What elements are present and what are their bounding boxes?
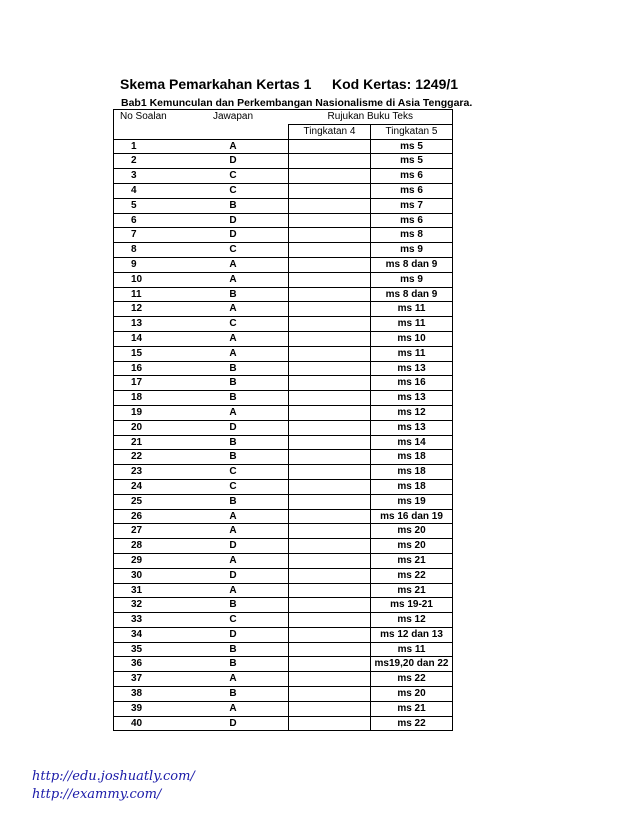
form5-reference-cell: ms 5	[371, 139, 453, 154]
answer-cell: C	[178, 317, 289, 332]
form4-reference-cell	[289, 183, 371, 198]
form5-reference-cell: ms 22	[371, 568, 453, 583]
header-reference: Rujukan Buku Teks	[327, 111, 413, 122]
form5-reference-cell: ms 20	[371, 524, 453, 539]
question-number: 20	[114, 420, 179, 435]
form4-reference-cell	[289, 435, 371, 450]
answer-cell: B	[178, 450, 289, 465]
question-number: 27	[114, 524, 179, 539]
question-number: 31	[114, 583, 179, 598]
answer-cell: B	[178, 598, 289, 613]
table-row	[114, 139, 453, 154]
scheme-title: Skema Pemarkahan Kertas 1	[120, 76, 312, 92]
question-number: 23	[114, 465, 179, 480]
question-number: 3	[114, 169, 179, 184]
form5-reference-cell: ms 20	[371, 539, 453, 554]
table-row	[114, 494, 453, 509]
form4-reference-cell	[289, 479, 371, 494]
form4-reference-cell	[289, 539, 371, 554]
answer-cell: A	[178, 272, 289, 287]
answer-cell: D	[178, 420, 289, 435]
table-row	[114, 302, 453, 317]
form4-reference-cell	[289, 465, 371, 480]
answer-cell: D	[178, 716, 289, 731]
form4-reference-cell	[289, 450, 371, 465]
form5-reference-cell: ms 5	[371, 154, 453, 169]
question-number: 12	[114, 302, 179, 317]
header-form4: Tingkatan 4	[289, 124, 371, 139]
question-number: 16	[114, 361, 179, 376]
form5-reference-cell: ms 8 dan 9	[371, 287, 453, 302]
question-number: 39	[114, 701, 179, 716]
form4-reference-cell	[289, 243, 371, 258]
form5-reference-cell: ms 12	[371, 405, 453, 420]
form5-reference-cell: ms 19-21	[371, 598, 453, 613]
question-number: 4	[114, 183, 179, 198]
table-row	[114, 583, 453, 598]
question-number: 35	[114, 642, 179, 657]
question-number: 14	[114, 331, 179, 346]
table-row	[114, 228, 453, 243]
form4-reference-cell	[289, 317, 371, 332]
form4-reference-cell	[289, 139, 371, 154]
question-number: 21	[114, 435, 179, 450]
question-number: 8	[114, 243, 179, 258]
header-form5: Tingkatan 5	[371, 124, 453, 139]
answer-cell: A	[178, 701, 289, 716]
table-row	[114, 672, 453, 687]
table-row	[114, 613, 453, 628]
answer-cell: C	[178, 479, 289, 494]
answer-cell: C	[178, 183, 289, 198]
header-row-1	[114, 110, 453, 125]
form4-reference-cell	[289, 346, 371, 361]
table-body	[114, 139, 453, 731]
form4-reference-cell	[289, 613, 371, 628]
table-row	[114, 317, 453, 332]
header-no: No Soalan	[120, 111, 167, 122]
question-number: 37	[114, 672, 179, 687]
form5-reference-cell: ms 19	[371, 494, 453, 509]
table-row	[114, 257, 453, 272]
form5-reference-cell: ms 8	[371, 228, 453, 243]
answer-cell: B	[178, 687, 289, 702]
document-title	[120, 76, 480, 94]
question-number: 11	[114, 287, 179, 302]
form5-reference-cell: ms 21	[371, 553, 453, 568]
table-row	[114, 716, 453, 731]
form4-reference-cell	[289, 509, 371, 524]
form5-reference-cell: ms 18	[371, 479, 453, 494]
form4-reference-cell	[289, 228, 371, 243]
question-number: 36	[114, 657, 179, 672]
form5-reference-cell: ms 11	[371, 346, 453, 361]
table-row	[114, 391, 453, 406]
form5-reference-cell: ms 11	[371, 302, 453, 317]
answer-cell: B	[178, 376, 289, 391]
table-row	[114, 243, 453, 258]
form5-reference-cell: ms19,20 dan 22	[371, 657, 453, 672]
answer-cell: A	[178, 553, 289, 568]
answer-cell: C	[178, 465, 289, 480]
table-row	[114, 420, 453, 435]
question-number: 25	[114, 494, 179, 509]
table-row	[114, 435, 453, 450]
table-row	[114, 169, 453, 184]
form5-reference-cell: ms 13	[371, 391, 453, 406]
answer-cell: B	[178, 287, 289, 302]
form5-reference-cell: ms 6	[371, 169, 453, 184]
answer-cell: D	[178, 568, 289, 583]
question-number: 38	[114, 687, 179, 702]
form5-reference-cell: ms 9	[371, 243, 453, 258]
table-row	[114, 405, 453, 420]
answer-cell: D	[178, 627, 289, 642]
answer-cell: C	[178, 169, 289, 184]
question-number: 40	[114, 716, 179, 731]
table-row	[114, 450, 453, 465]
question-number: 6	[114, 213, 179, 228]
question-number: 18	[114, 391, 179, 406]
table-row	[114, 657, 453, 672]
question-number: 30	[114, 568, 179, 583]
answer-cell: B	[178, 657, 289, 672]
form4-reference-cell	[289, 494, 371, 509]
table-row	[114, 213, 453, 228]
table-row	[114, 568, 453, 583]
question-number: 29	[114, 553, 179, 568]
answer-cell: A	[178, 257, 289, 272]
form4-reference-cell	[289, 642, 371, 657]
form5-reference-cell: ms 12 dan 13	[371, 627, 453, 642]
form4-reference-cell	[289, 598, 371, 613]
form4-reference-cell	[289, 391, 371, 406]
form4-reference-cell	[289, 331, 371, 346]
table-row	[114, 331, 453, 346]
question-number: 26	[114, 509, 179, 524]
paper-code: Kod Kertas: 1249/1	[332, 76, 459, 92]
form4-reference-cell	[289, 524, 371, 539]
form5-reference-cell: ms 20	[371, 687, 453, 702]
form4-reference-cell	[289, 568, 371, 583]
table-row	[114, 346, 453, 361]
form5-reference-cell: ms 18	[371, 465, 453, 480]
answer-cell: B	[178, 494, 289, 509]
footer-link-1[interactable]: http://edu.joshuatly.com/	[32, 769, 195, 784]
question-number: 5	[114, 198, 179, 213]
question-number: 2	[114, 154, 179, 169]
form5-reference-cell: ms 21	[371, 701, 453, 716]
form5-reference-cell: ms 16 dan 19	[371, 509, 453, 524]
table-row	[114, 154, 453, 169]
form4-reference-cell	[289, 627, 371, 642]
form4-reference-cell	[289, 361, 371, 376]
form5-reference-cell: ms 21	[371, 583, 453, 598]
form5-reference-cell: ms 9	[371, 272, 453, 287]
table-row	[114, 272, 453, 287]
form5-reference-cell: ms 6	[371, 183, 453, 198]
form4-reference-cell	[289, 716, 371, 731]
answer-cell: B	[178, 642, 289, 657]
question-number: 28	[114, 539, 179, 554]
form5-reference-cell: ms 10	[371, 331, 453, 346]
form5-reference-cell: ms 6	[371, 213, 453, 228]
chapter-title: Bab1 Kemunculan dan Perkembangan Nasionalisme di Asia Tenggara.	[121, 97, 473, 109]
form5-reference-cell: ms 14	[371, 435, 453, 450]
table-row	[114, 183, 453, 198]
question-number: 9	[114, 257, 179, 272]
form5-reference-cell: ms 8 dan 9	[371, 257, 453, 272]
question-number: 13	[114, 317, 179, 332]
answer-cell: D	[178, 213, 289, 228]
form4-reference-cell	[289, 657, 371, 672]
form4-reference-cell	[289, 583, 371, 598]
table-row	[114, 198, 453, 213]
form4-reference-cell	[289, 553, 371, 568]
table-row	[114, 524, 453, 539]
table-row	[114, 287, 453, 302]
question-number: 7	[114, 228, 179, 243]
answer-cell: D	[178, 228, 289, 243]
table-header	[114, 110, 453, 140]
form4-reference-cell	[289, 701, 371, 716]
answer-cell: C	[178, 243, 289, 258]
form4-reference-cell	[289, 287, 371, 302]
question-number: 24	[114, 479, 179, 494]
answer-cell: D	[178, 154, 289, 169]
question-number: 22	[114, 450, 179, 465]
question-number: 19	[114, 405, 179, 420]
footer-links	[32, 768, 195, 804]
form5-reference-cell: ms 18	[371, 450, 453, 465]
form5-reference-cell: ms 22	[371, 716, 453, 731]
form5-reference-cell: ms 7	[371, 198, 453, 213]
answer-cell: A	[178, 509, 289, 524]
question-number: 17	[114, 376, 179, 391]
table-row	[114, 701, 453, 716]
answer-cell: B	[178, 198, 289, 213]
table-row	[114, 627, 453, 642]
form5-reference-cell: ms 11	[371, 642, 453, 657]
form5-reference-cell: ms 13	[371, 420, 453, 435]
table-row	[114, 479, 453, 494]
table-row	[114, 553, 453, 568]
form4-reference-cell	[289, 257, 371, 272]
form5-reference-cell: ms 11	[371, 317, 453, 332]
question-number: 32	[114, 598, 179, 613]
form4-reference-cell	[289, 198, 371, 213]
answer-cell: A	[178, 405, 289, 420]
answer-cell: B	[178, 361, 289, 376]
form4-reference-cell	[289, 672, 371, 687]
table-row	[114, 376, 453, 391]
table-row	[114, 509, 453, 524]
table-row	[114, 687, 453, 702]
question-number: 1	[114, 139, 179, 154]
form5-reference-cell: ms 12	[371, 613, 453, 628]
question-number: 33	[114, 613, 179, 628]
answer-cell: A	[178, 672, 289, 687]
answer-cell: B	[178, 391, 289, 406]
table-row	[114, 539, 453, 554]
form5-reference-cell: ms 22	[371, 672, 453, 687]
answer-cell: D	[178, 539, 289, 554]
form4-reference-cell	[289, 169, 371, 184]
answer-cell: A	[178, 139, 289, 154]
table-row	[114, 598, 453, 613]
footer-link-2[interactable]: http://exammy.com/	[32, 787, 162, 802]
form4-reference-cell	[289, 420, 371, 435]
form4-reference-cell	[289, 272, 371, 287]
answer-cell: A	[178, 346, 289, 361]
question-number: 34	[114, 627, 179, 642]
table-row	[114, 361, 453, 376]
form4-reference-cell	[289, 376, 371, 391]
form5-reference-cell: ms 16	[371, 376, 453, 391]
table-row	[114, 642, 453, 657]
answer-scheme-table	[113, 109, 453, 731]
answer-cell: C	[178, 613, 289, 628]
answer-cell: A	[178, 302, 289, 317]
answer-cell: B	[178, 435, 289, 450]
question-number: 10	[114, 272, 179, 287]
form4-reference-cell	[289, 405, 371, 420]
form5-reference-cell: ms 13	[371, 361, 453, 376]
answer-cell: A	[178, 583, 289, 598]
form4-reference-cell	[289, 687, 371, 702]
header-answer: Jawapan	[212, 111, 254, 122]
answer-cell: A	[178, 331, 289, 346]
table-row	[114, 465, 453, 480]
form4-reference-cell	[289, 302, 371, 317]
form4-reference-cell	[289, 213, 371, 228]
form4-reference-cell	[289, 154, 371, 169]
question-number: 15	[114, 346, 179, 361]
answer-cell: A	[178, 524, 289, 539]
